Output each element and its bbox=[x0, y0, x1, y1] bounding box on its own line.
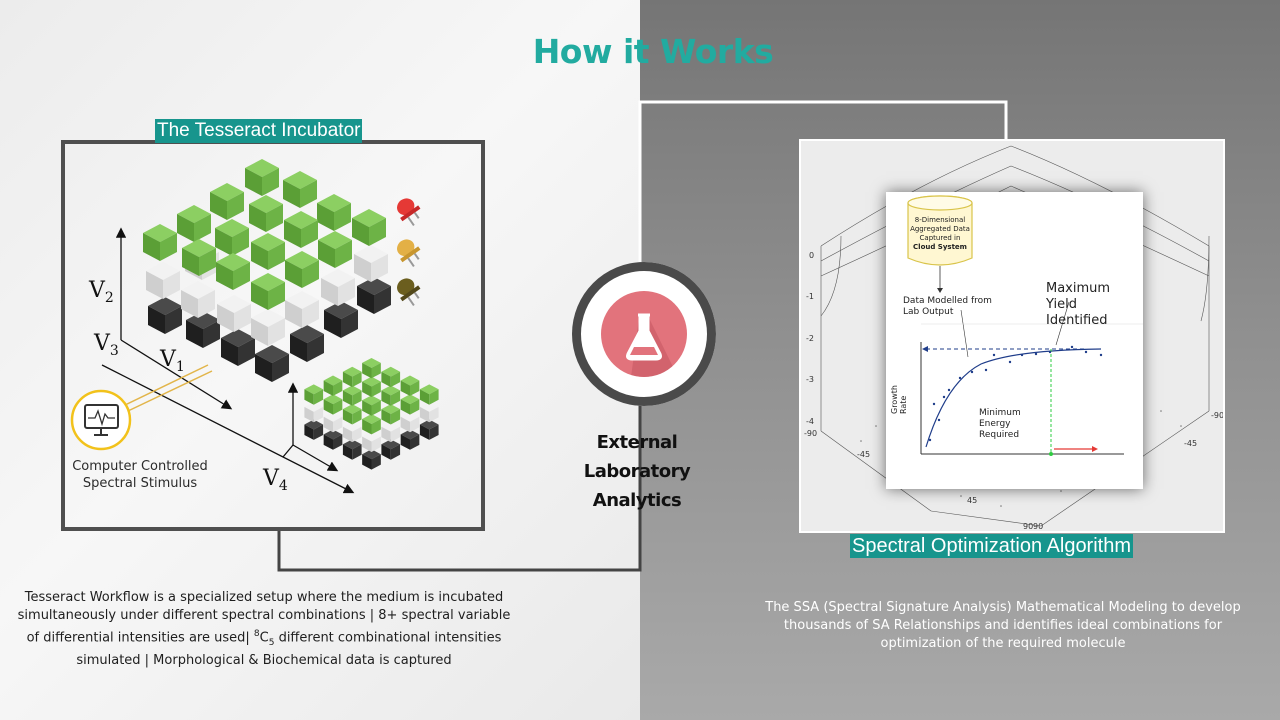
computer-label: Computer Controlled Spectral Stimulus bbox=[72, 459, 208, 491]
flask-icon bbox=[601, 291, 687, 377]
svg-text:-4: -4 bbox=[806, 417, 814, 426]
svg-text:90: 90 bbox=[1023, 522, 1034, 531]
svg-text:90: 90 bbox=[1033, 522, 1044, 531]
growth-rate-label: Growth Rate bbox=[890, 385, 908, 414]
algorithm-description: The SSA (Spectral Signature Analysis) Mathematical Modeling to develop thousands of SA Relationships and identifies ideal combinations for optimization of the required molecule bbox=[765, 600, 1241, 651]
computer-monitor-icon bbox=[72, 391, 130, 449]
min-energy-label: Minimum Energy Required bbox=[979, 408, 1021, 440]
hub-badge bbox=[601, 291, 687, 377]
axis-label-v4: $V_4$ bbox=[263, 466, 288, 494]
algorithm-label: Spectral Optimization Algorithm bbox=[852, 535, 1132, 557]
analytics-hub bbox=[572, 262, 716, 406]
incubator-description: Tesseract Workflow is a specialized setup where the medium is incubated simultaneously under different spectral combinations | 8+ spectral variable of differential intensities are used| $^8C_5$ different combinational intensities simulated | Morphological & Biochemical data is captured bbox=[17, 590, 511, 668]
svg-text:-90: -90 bbox=[1211, 411, 1225, 420]
axis-label-v3: $V_3$ bbox=[94, 331, 119, 359]
svg-text:-90: -90 bbox=[804, 429, 818, 438]
max-yield-label: Maximum Yield Identified bbox=[1046, 281, 1111, 328]
svg-text:-45: -45 bbox=[857, 450, 871, 459]
svg-text:-2: -2 bbox=[806, 334, 814, 343]
hub-label: External Laboratory Analytics bbox=[583, 432, 691, 511]
incubator-label: The Tesseract Incubator bbox=[157, 120, 361, 141]
page-title: How it Works bbox=[532, 32, 774, 71]
svg-text:-3: -3 bbox=[806, 375, 814, 384]
axis-label-v1: $V_1$ bbox=[160, 347, 185, 375]
svg-text:45: 45 bbox=[967, 496, 978, 505]
data-modelled-label: Data Modelled from Lab Output bbox=[903, 296, 992, 317]
axis-label-v2: $V_2$ bbox=[89, 278, 114, 306]
svg-text:-1: -1 bbox=[806, 292, 814, 301]
optimization-card bbox=[886, 192, 1143, 489]
cylinder-label: 8-Dimensional Aggregated Data Captured in Cloud System bbox=[910, 216, 970, 251]
svg-text:-45: -45 bbox=[1184, 439, 1198, 448]
svg-text:0: 0 bbox=[809, 251, 815, 260]
